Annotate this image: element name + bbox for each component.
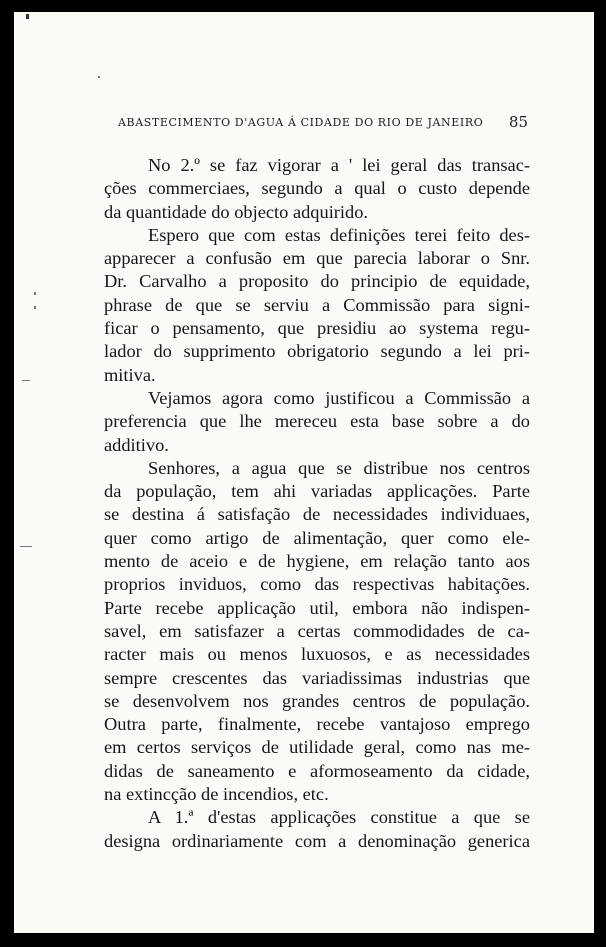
text-line: phrase de que se serviu a Commissão para signi- (104, 294, 530, 315)
text-line: sempre crescentes das variadissimas industrias que (104, 667, 530, 688)
text-line: preferencia que lhe mereceu esta base sobre a do (104, 411, 530, 432)
text-line: Parte recebe applicação util, embora não indispen- (104, 597, 530, 618)
running-title: ABASTECIMENTO D'AGUA Á CIDADE DO RIO DE JANEIRO (118, 116, 484, 129)
text-line: No 2.º se faz vigorar a ' lei geral das transac- (148, 155, 530, 175)
speck-mark (22, 380, 30, 381)
text-line: Vejamos agora como justificou a Commissão a (148, 387, 530, 408)
text-line: Outra parte, finalmente, recebe vantajoso emprego (104, 714, 530, 735)
text-line: didas de saneamento e aformoseamento da cidade, (104, 760, 530, 781)
speck-mark (34, 292, 36, 295)
text-line: mento de aceio e de hygiene, em relação tanto aos (104, 551, 530, 572)
text-line: em certos serviços de utilidade geral, como nas me- (104, 737, 530, 758)
text-line: racter mais ou menos luxuosos, e as necessidades (104, 644, 530, 665)
book-page (14, 12, 594, 933)
text-line: A 1.ª d'estas applicações constitue a que se (148, 807, 530, 828)
text-line: se destina á satisfação de necessidades individuaes, (104, 504, 530, 525)
speck-mark (20, 546, 32, 547)
speck-mark (98, 76, 100, 78)
text-line: quer como artigo de alimentação, quer como ele- (104, 527, 530, 548)
text-line: Senhores, a agua que se distribue nos centros (148, 457, 530, 478)
text-line: se desenvolvem nos grandes centros de população. (104, 690, 530, 711)
text-line: ficar o pensamento, que presidiu ao systema regu- (104, 318, 530, 339)
text-line: apparecer a confusão em que parecia laborar o Snr. (104, 248, 530, 269)
text-line: designa ordinariamente com a denominação generica (104, 830, 530, 851)
text-line: savel, em satisfazer a certas commodidades de ca- (104, 620, 530, 641)
text-line: proprios inviduos, como das respectivas habitações. (104, 574, 530, 595)
text-line: ções commerciaes, segundo a qual o custo depende (104, 178, 530, 199)
text-line: da população, tem ahi variadas applicações. Parte (104, 481, 530, 502)
text-line: da quantidade do objecto adquirido. (104, 201, 369, 222)
running-header (118, 113, 528, 131)
speck-mark (26, 14, 29, 19)
text-line: Espero que com estas definições terei feito des- (148, 224, 530, 245)
page-number: 85 (508, 113, 528, 131)
text-line: Dr. Carvalho a proposito do principio de equidade, (104, 271, 530, 292)
speck-mark (34, 306, 36, 309)
text-line: na extincção de incendios, etc. (104, 784, 329, 805)
text-line: lador do supprimento obrigatorio segundo a lei pri- (104, 341, 530, 362)
body-text (104, 154, 530, 853)
text-line: mitiva. (104, 364, 156, 385)
text-line: additivo. (104, 434, 169, 455)
